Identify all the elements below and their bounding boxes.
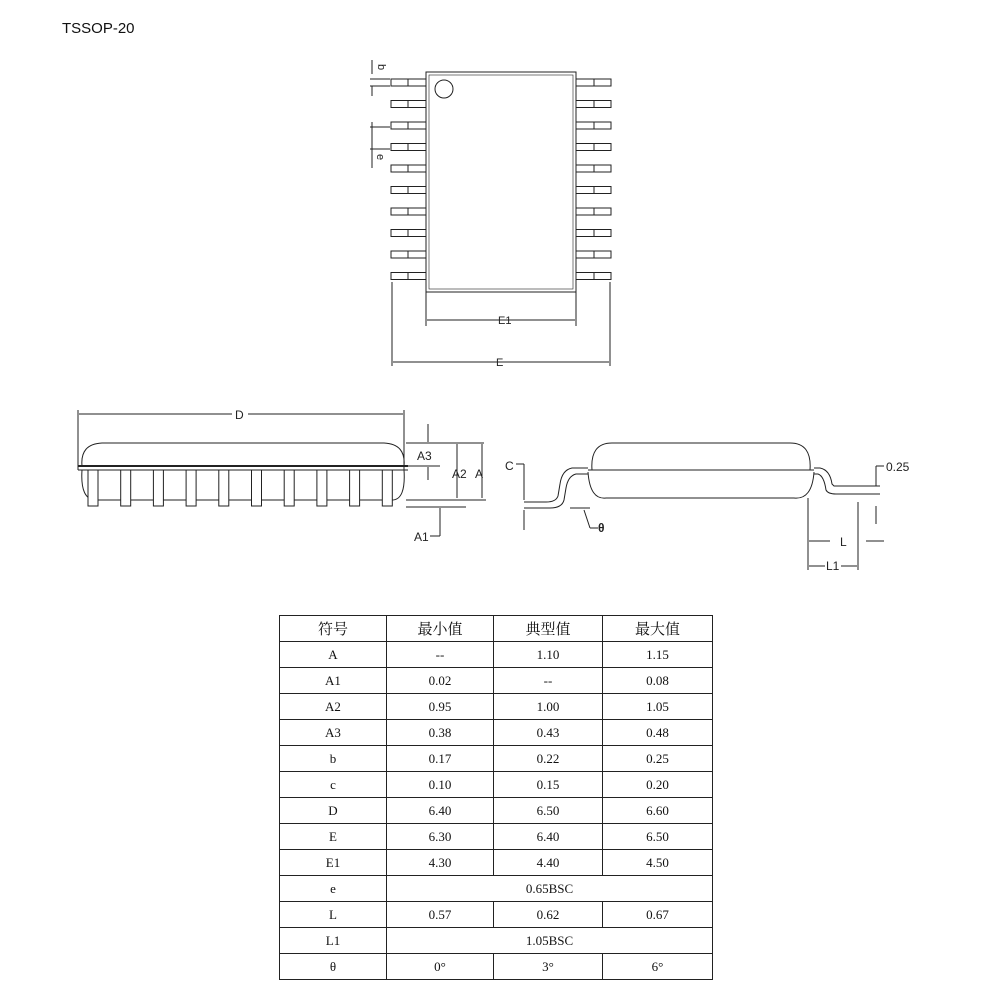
table-cell-min: 4.30	[387, 850, 494, 876]
table-cell-sym: b	[280, 746, 387, 772]
side-lead	[317, 470, 327, 506]
top-view	[370, 60, 611, 369]
side-lead	[350, 470, 360, 506]
table-cell-sym: c	[280, 772, 387, 798]
table-row	[280, 668, 713, 694]
table-cell-sym: E	[280, 824, 387, 850]
label-A1: A1	[414, 530, 429, 544]
table-cell-typ: 6.50	[494, 798, 603, 824]
side-lead	[186, 470, 196, 506]
side-view	[78, 408, 486, 544]
table-header-row	[280, 616, 713, 642]
table-cell-typ: 3°	[494, 954, 603, 980]
end-body-top	[592, 443, 810, 470]
side-body-top	[82, 443, 404, 466]
table-cell-min: 0.17	[387, 746, 494, 772]
side-lead	[382, 470, 392, 506]
table-cell-max: 1.15	[603, 642, 713, 668]
table-cell-sym: A2	[280, 694, 387, 720]
table-row	[280, 876, 713, 902]
table-cell-min: 6.40	[387, 798, 494, 824]
table-cell-max: 0.20	[603, 772, 713, 798]
table-cell-min: 0°	[387, 954, 494, 980]
table-cell-sym: A	[280, 642, 387, 668]
side-lead	[284, 470, 294, 506]
table-cell-max: 4.50	[603, 850, 713, 876]
table-row	[280, 902, 713, 928]
package-title: TSSOP-20	[62, 20, 135, 37]
label-A: A	[475, 467, 484, 481]
label-L: L	[840, 535, 847, 549]
table-cell-min: 0.38	[387, 720, 494, 746]
label-E1: E1	[498, 315, 512, 327]
label-A3: A3	[417, 449, 432, 463]
table-cell-max: 0.48	[603, 720, 713, 746]
table-cell-span: 0.65BSC	[387, 876, 713, 902]
side-lead	[88, 470, 98, 506]
label-theta: θ	[598, 521, 605, 535]
label-b: b	[375, 64, 387, 71]
pin1-marker	[435, 80, 453, 98]
table-cell-min: 0.95	[387, 694, 494, 720]
top-leads	[391, 79, 611, 280]
table-cell-min: 0.57	[387, 902, 494, 928]
table-cell-max: 6°	[603, 954, 713, 980]
table-cell-span: 1.05BSC	[387, 928, 713, 954]
table-row	[280, 798, 713, 824]
table-cell-typ: --	[494, 668, 603, 694]
table-cell-typ: 0.15	[494, 772, 603, 798]
table-cell-typ: 1.10	[494, 642, 603, 668]
label-C: C	[505, 459, 514, 473]
top-body	[426, 72, 576, 292]
header-typ: 典型值	[494, 616, 603, 642]
table-row	[280, 746, 713, 772]
label-A2: A2	[452, 467, 467, 481]
table-cell-max: 6.60	[603, 798, 713, 824]
table-row	[280, 824, 713, 850]
table-row	[280, 720, 713, 746]
table-cell-max: 0.67	[603, 902, 713, 928]
table-cell-sym: A1	[280, 668, 387, 694]
table-row	[280, 928, 713, 954]
table-row	[280, 850, 713, 876]
table-cell-typ: 0.43	[494, 720, 603, 746]
table-cell-min: 0.02	[387, 668, 494, 694]
side-lead	[252, 470, 262, 506]
dimension-table	[279, 615, 713, 980]
end-view	[505, 443, 910, 573]
table-cell-typ: 0.22	[494, 746, 603, 772]
header-symbol: 符号	[280, 616, 387, 642]
table-cell-min: 0.10	[387, 772, 494, 798]
table-cell-max: 0.25	[603, 746, 713, 772]
label-L1: L1	[826, 559, 840, 573]
side-lead	[153, 470, 163, 506]
table-cell-max: 0.08	[603, 668, 713, 694]
table-row	[280, 772, 713, 798]
table-cell-sym: D	[280, 798, 387, 824]
table-row	[280, 642, 713, 668]
table-cell-max: 1.05	[603, 694, 713, 720]
side-leads	[88, 470, 392, 506]
header-max: 最大值	[603, 616, 713, 642]
table-cell-min: --	[387, 642, 494, 668]
table-cell-sym: A3	[280, 720, 387, 746]
table-cell-sym: e	[280, 876, 387, 902]
table-cell-min: 6.30	[387, 824, 494, 850]
table-cell-sym: L	[280, 902, 387, 928]
table-cell-typ: 6.40	[494, 824, 603, 850]
table-row	[280, 954, 713, 980]
table-cell-max: 6.50	[603, 824, 713, 850]
table-row	[280, 694, 713, 720]
header-min: 最小值	[387, 616, 494, 642]
side-lead	[219, 470, 229, 506]
label-D: D	[235, 408, 244, 422]
table-cell-typ: 4.40	[494, 850, 603, 876]
label-e: e	[374, 154, 386, 161]
table-cell-typ: 1.00	[494, 694, 603, 720]
table-cell-typ: 0.62	[494, 902, 603, 928]
label-025: 0.25	[886, 460, 910, 474]
table-cell-sym: L1	[280, 928, 387, 954]
label-E: E	[496, 357, 504, 369]
table-cell-sym: E1	[280, 850, 387, 876]
table-cell-sym: θ	[280, 954, 387, 980]
side-lead	[121, 470, 131, 506]
